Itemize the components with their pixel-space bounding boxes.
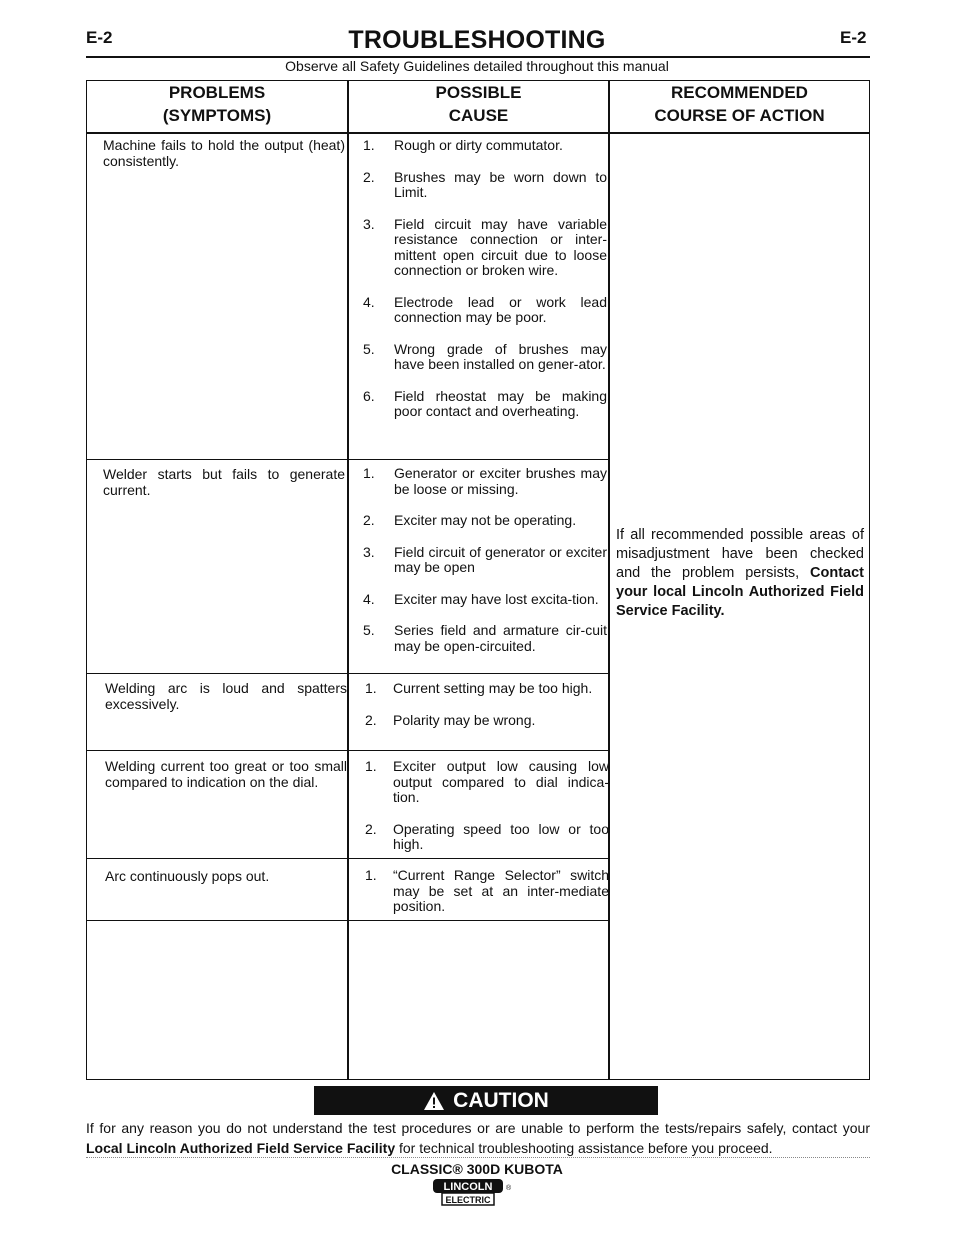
caution-contact: Local Lincoln Authorized Field Service Facility bbox=[86, 1140, 396, 1156]
cause-item: 1. Rough or dirty commutator. bbox=[363, 137, 563, 153]
model-name: CLASSIC® 300D KUBOTA bbox=[391, 1161, 563, 1177]
cause-item: 1. Exciter output low causing low output compared to dial indica-tion. bbox=[365, 758, 609, 805]
header-problems-line1: PROBLEMS bbox=[168, 83, 266, 102]
safety-note: Observe all Safety Guidelines detailed throughout this manual bbox=[285, 58, 669, 74]
header-cause-line2: CAUSE bbox=[448, 106, 509, 125]
cause-list bbox=[363, 138, 607, 436]
problem-cell: Welding current too great or too small compared to indication on the dial. bbox=[105, 758, 347, 790]
header-cause bbox=[349, 81, 608, 132]
problem-cell: Arc continuously pops out. bbox=[105, 868, 270, 884]
caution-text-before: If for any reason you do not understand the test procedures or are unable to perform the tests/repairs safely, contact your bbox=[86, 1120, 870, 1136]
header-action-line2: COURSE OF ACTION bbox=[654, 106, 825, 125]
problem-cell: Machine fails to hold the output (heat) consistently. bbox=[103, 137, 345, 169]
cause-item: 3. Field circuit of generator or exciter may be open bbox=[363, 543, 607, 575]
troubleshooting-table bbox=[86, 80, 870, 1080]
svg-text:ELECTRIC: ELECTRIC bbox=[445, 1195, 491, 1205]
caution-label: CAUTION bbox=[453, 1088, 549, 1112]
problem-cell: Welding arc is loud and spatters excessively. bbox=[105, 680, 347, 712]
cause-item: 1. “Current Range Selector” switch may be set at an inter-mediate position. bbox=[365, 867, 609, 914]
lincoln-electric-logo bbox=[432, 1178, 512, 1207]
caution-text bbox=[86, 1118, 870, 1158]
problem-cell: Welder starts but fails to generate current. bbox=[103, 466, 345, 498]
footer-rule bbox=[86, 1157, 870, 1158]
cause-item: 2. Polarity may be wrong. bbox=[365, 711, 536, 728]
cause-item: 1. Generator or exciter brushes may be loose or missing. bbox=[363, 465, 607, 497]
caution-banner bbox=[314, 1086, 658, 1115]
header-action-line1: RECOMMENDED bbox=[671, 83, 808, 102]
row-divider bbox=[87, 673, 609, 674]
header-action bbox=[610, 81, 869, 132]
cause-item: 2. Operating speed too low or too high. bbox=[365, 820, 609, 852]
cause-item: 5. Wrong grade of brushes may have been installed on gener-ator. bbox=[363, 340, 607, 372]
action-text: If all recommended possible areas of misadjustment have been checked and the problem persists, bbox=[616, 527, 864, 581]
header-cause-line1: POSSIBLE bbox=[435, 83, 522, 102]
row-divider bbox=[87, 750, 609, 751]
section-number-left: E-2 bbox=[86, 28, 113, 47]
page-title: TROUBLESHOOTING bbox=[348, 26, 606, 54]
action-contact: Contact your local Lincoln Authorized Field Service Facility. bbox=[616, 565, 864, 619]
section-number-right: E-2 bbox=[840, 28, 867, 47]
svg-text:®: ® bbox=[506, 1185, 512, 1192]
header-divider bbox=[87, 132, 869, 134]
header-problems bbox=[87, 81, 347, 132]
caution-text-after: for technical troubleshooting assistance before you proceed. bbox=[399, 1140, 773, 1156]
cause-item: 4. Electrode lead or work lead connection may be poor. bbox=[363, 293, 607, 325]
cause-list bbox=[365, 759, 609, 869]
cause-item: 2. Exciter may not be operating. bbox=[363, 512, 577, 528]
row-divider bbox=[87, 459, 609, 460]
cause-item: 6. Field rheostat may be making poor contact and overheating. bbox=[363, 387, 607, 419]
cause-item: 2. Brushes may be worn down to Limit. bbox=[363, 168, 607, 200]
svg-text:LINCOLN: LINCOLN bbox=[443, 1181, 493, 1193]
warning-icon bbox=[423, 1091, 445, 1111]
column-divider bbox=[347, 81, 349, 1079]
cause-list bbox=[363, 466, 607, 670]
cause-list bbox=[365, 868, 609, 931]
cause-item: 5. Series field and armature cir-cuit may be open-circuited. bbox=[363, 622, 607, 654]
header-problems-line2: (SYMPTOMS) bbox=[162, 106, 272, 125]
recommended-action bbox=[616, 526, 864, 621]
cause-item: 1. Current setting may be too high. bbox=[365, 680, 593, 696]
cause-item: 4. Exciter may have lost excita-tion. bbox=[363, 590, 599, 607]
cause-list bbox=[365, 681, 609, 744]
cause-item: 3. Field circuit may have variable resistance connection or inter-mittent open circuit due to loose connection or broken wire. bbox=[363, 215, 607, 278]
